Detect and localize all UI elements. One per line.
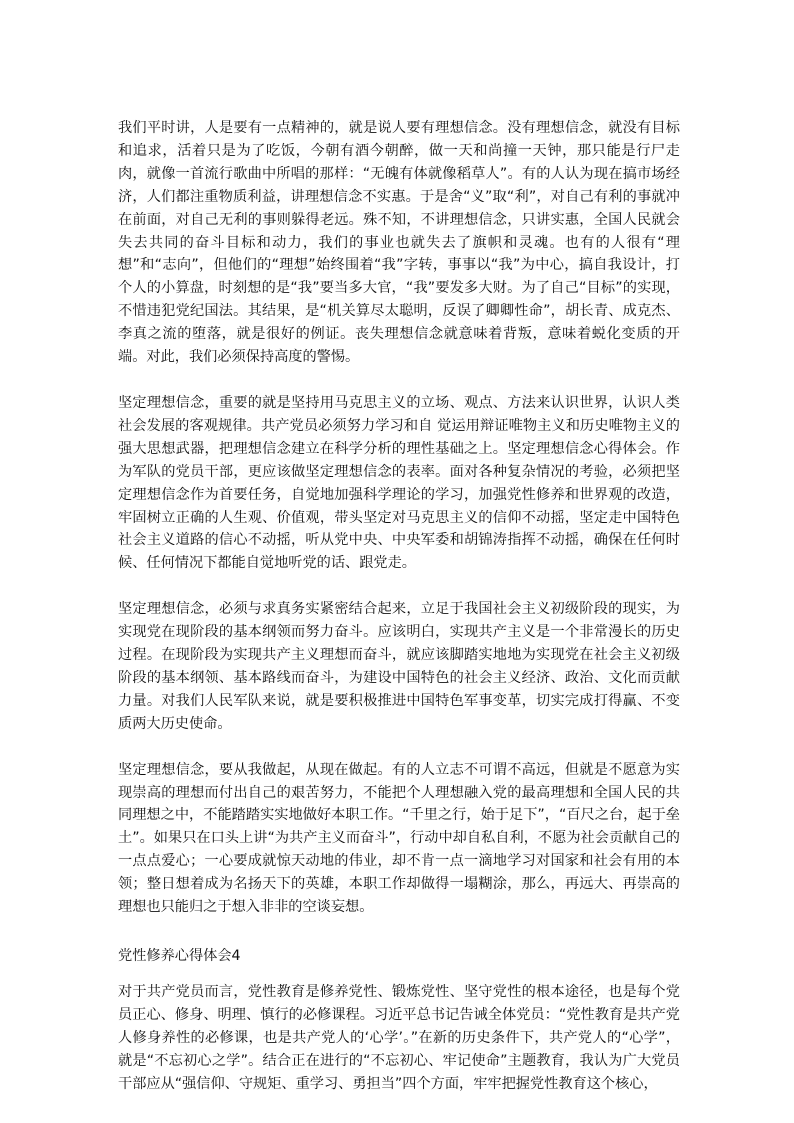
paragraph-ideals-belief: 我们平时讲，人是要有一点精神的，就是说人要有理想信念。没有理想信念，就没有目标和追求，活着只是为了吃饭，今朝有酒今朝醉，做一天和尚撞一天钟，那只能是行尸走肉，就像一首流行歌曲中所唱的那样：“无魄有体就像稻草人”。有的人认为现在搞市场经济，人们都注重物质利益，讲理想信念不实惠。于是舍“义”取“利”，对自己有利的事就冲在前面，对自己无利的事则躲得老远。殊不知，不讲理想信念，只讲实惠，全国人民就会失去共同的奋斗目标和动力，我们的事业也就失去了旗帜和灵魂。也有的人很有“理想”和“志向”，但他们的“理想”始终围着“我”字转，事事以“我”为中心，搞自我设计，打个人的小算盘，时刻想的是“我”要当多大官，“我”要发多大财。为了自己“目标”的实现，不惜违犯党纪国法。其结果，是“机关算尽太聪明，反误了卿卿性命”，胡长青、成克杰、李真之流的堕落，就是很好的例证。丧失理想信念就意味着背叛，意味着蜕化变质的开端。对此，我们必须保持高度的警惕。 [118, 120, 680, 366]
paragraph-start-from-self: 坚定理想信念，要从我做起，从现在做起。有的人立志不可谓不高远，但就是不愿意为实现崇高的理想而付出自己的艰苦努力，不能把个人理想融入党的最高理想和全国人民的共同理想之中，不能踏踏实实地做好本职工作。“千里之行，始于足下”，“百尺之台，起于垒土”。如果只在口头上讲“为共产主义而奋斗”，行动中却自私自利，不愿为社会贡献自己的一点点爱心；一心要成就惊天动地的伟业，却不肯一点一滴地学习对国家和社会有用的本领；整日想着成为名扬天下的英雄，本职工作却做得一塌糊涂，那么，再远大、再崇高的理想也只能归之于想入非非的空谈妄想。 [118, 761, 680, 916]
section-heading: 党性修养心得体会4 [118, 948, 241, 964]
paragraph-pragmatic-struggle: 坚定理想信念，必须与求真务实紧密结合起来，立足于我国社会主义初级阶段的现实，为实现党在现阶段的基本纲领而努力奋斗。应该明白，实现共产主义是一个非常漫长的历史过程。在现阶段为实现共产主义理想而奋斗，就应该脚踏实地地为实现党在社会主义初级阶段的基本纲领、基本路线而奋斗，为建设中国特色的社会主义经济、政治、文化而贡献力量。对我们人民军队来说，就是要积极推进中国特色军事变革，切实完成打得赢、不变质两大历史使命。 [118, 601, 680, 732]
document-body [118, 117, 680, 1096]
paragraph-marxism-worldview: 坚定理想信念，重要的就是坚持用马克思主义的立场、观点、方法来认识世界，认识人类社会发展的客观规律。共产党员必须努力学习和自 觉运用辩证唯物主义和历史唯物主义的强大思想武器，把理想信念建立在科学分析的理性基础之上。坚定理想信念心得体会。作为军队的党员干部，更应该做坚定理想信念的表率。面对各种复杂情况的考验，必须把坚定理想信念作为首要任务，自觉地加强科学理论的学习，加强党性修养和世界观的改造，牢固树立正确的人生观、价值观，带头坚定对马克思主义的信仰不动摇，坚定走中国特色社会主义道路的信心不动摇，听从党中央、中央军委和胡锦涛指挥不动摇，确保在任何时候、任何情况下都能自觉地听党的话、跟党走。 [118, 394, 680, 572]
paragraph-party-education: 对于共产党员而言，党性教育是修养党性、锻炼党性、坚守党性的根本途径，也是每个党员正心、修身、明理、慎行的必修课程。习近平总书记告诫全体党员：“党性教育是共产党人修身养性的必修课，也是共产党人的‘心学’。”在新的历史条件下，共产党人的“心学”，就是“不忘初心之学”。结合正在进行的“不忘初心、牢记使命”主题教育，我认为广大党员干部应从“强信仰、守规矩、重学习、勇担当”四个方面，牢牢把握党性教育这个核心， [118, 984, 680, 1092]
